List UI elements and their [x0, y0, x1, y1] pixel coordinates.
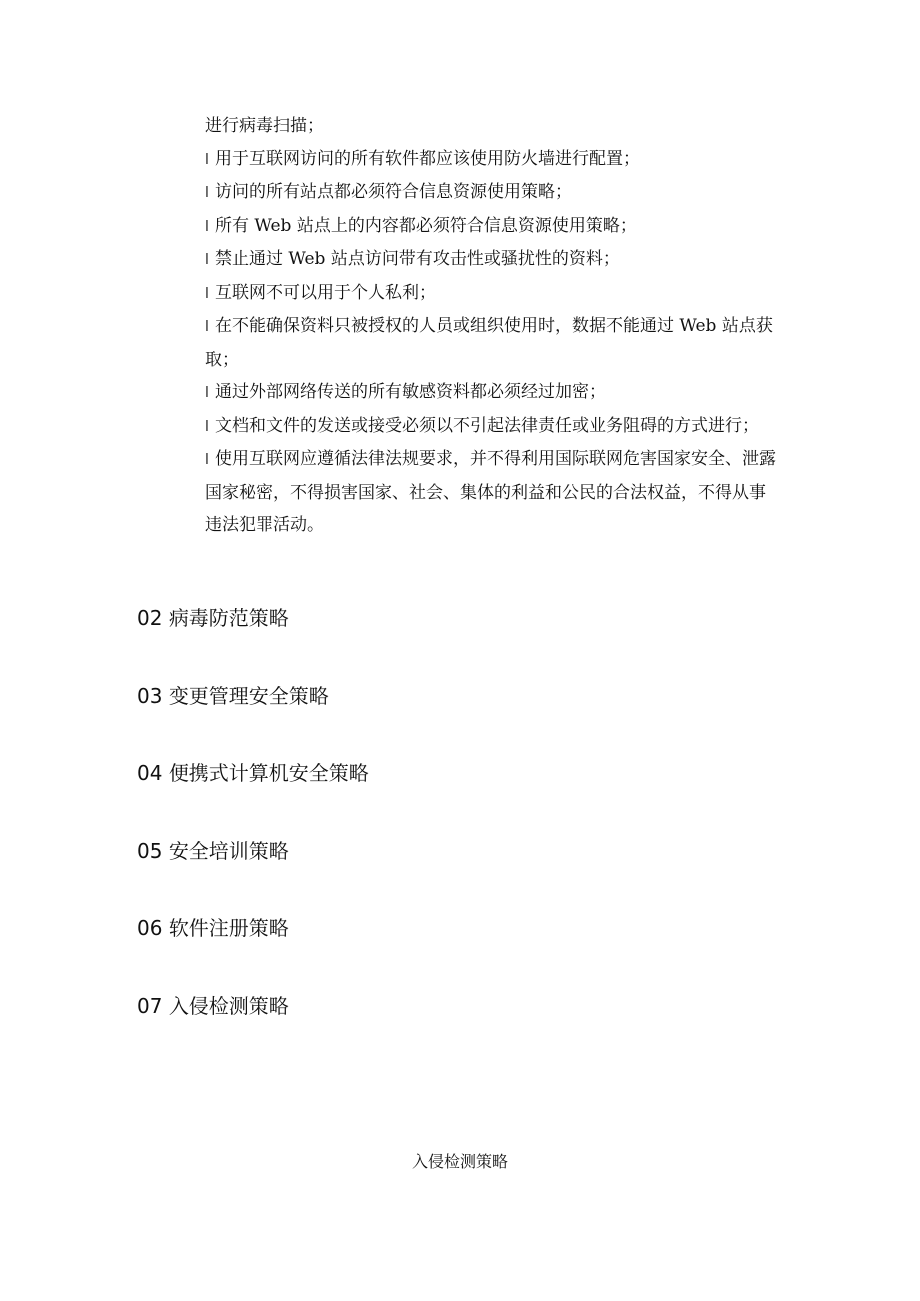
list-item [205, 310, 780, 376]
section-number: 06 [137, 916, 163, 941]
section-heading-02 [137, 598, 737, 676]
section-title: 安全培训策略 [168, 838, 289, 863]
list-item [205, 443, 780, 542]
section-heading-06 [137, 908, 737, 986]
bullet-icon: l [205, 151, 209, 168]
section-heading-03 [137, 676, 737, 754]
section-title: 软件注册策略 [168, 916, 289, 941]
section-number: 03 [137, 683, 163, 708]
list-item-text: 使用互联网应遵循法律法规要求，并不得利用国际联网危害国家安全、泄露国家秘密，不得损害国家、社会、集体的利益和公民的合法权益，不得从事违法犯罪活动。 [205, 449, 776, 535]
section-title: 入侵检测策略 [168, 993, 289, 1018]
section-heading-07 [137, 986, 737, 1064]
list-item-text: 访问的所有站点都必须符合信息资源使用策略； [215, 182, 572, 202]
bullet-icon: l [205, 452, 209, 468]
section-title: 便携式计算机安全策略 [168, 761, 369, 786]
bullet-icon: l [205, 285, 209, 302]
bullet-icon: l [205, 385, 209, 401]
list-item [205, 210, 780, 244]
footer-title: 入侵检测策略 [411, 1152, 508, 1171]
list-item-text: 在不能确保资料只被授权的人员或组织使用时，数据不能通过 Web 站点获取； [205, 316, 773, 370]
continuation-line: 进行病毒扫描； [205, 116, 324, 136]
list-item-text: 文档和文件的发送或接受必须以不引起法律责任或业务阻碍的方式进行； [215, 415, 759, 436]
list-item [205, 410, 780, 444]
bullet-icon: l [205, 218, 209, 235]
list-item [205, 277, 780, 311]
bullet-icon: l [205, 185, 209, 201]
list-item-text: 通过外部网络传送的所有敏感资料都必须经过加密； [215, 382, 606, 402]
section-number: 02 [137, 606, 163, 630]
section-heading-05 [137, 831, 737, 909]
list-item [205, 243, 780, 277]
list-item-text: 禁止通过 Web 站点访问带有攻击性或骚扰性的资料； [215, 249, 620, 269]
section-number: 05 [137, 838, 163, 863]
section-number: 04 [137, 761, 163, 786]
list-item-text: 用于互联网访问的所有软件都应该使用防火墙进行配置； [215, 148, 640, 169]
list-item-text: 所有 Web 站点上的内容都必须符合信息资源使用策略； [215, 215, 637, 236]
section-headings [137, 598, 737, 1064]
policy-list [205, 110, 780, 542]
section-number: 07 [137, 993, 163, 1018]
bullet-icon: l [205, 418, 209, 435]
bullet-icon: l [205, 319, 209, 335]
list-item-text: 互联网不可以用于个人私利； [215, 282, 436, 303]
section-title: 病毒防范策略 [168, 606, 289, 630]
list-item [205, 376, 780, 410]
list-item [205, 143, 780, 177]
section-title: 变更管理安全策略 [168, 683, 329, 708]
list-item [205, 176, 780, 210]
bullet-icon: l [205, 252, 209, 268]
section-heading-04 [137, 753, 737, 831]
